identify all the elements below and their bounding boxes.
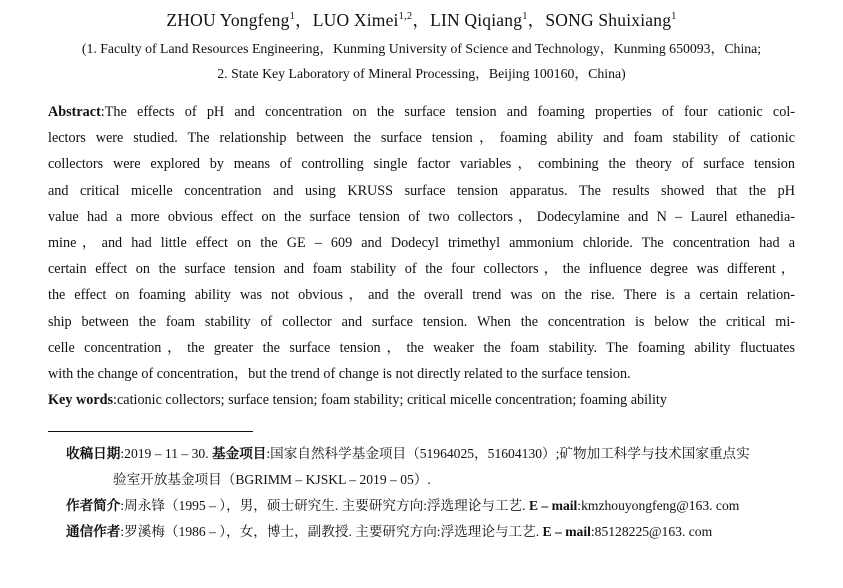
author-name: SONG Shuixiang$^1$ — [545, 10, 677, 30]
received-date-text: :2019 – 11 – 30. — [120, 446, 213, 462]
affiliations — [0, 36, 843, 86]
author-bio-label: 作者简介 — [66, 498, 121, 514]
affiliation-line-1: (1. Faculty of Land Resources Engineering，Kunming University of Science and Technology，Kunming 650093，China; — [81, 41, 762, 56]
abstract-line: lectors were studied. The relationship between the surface tension，foaming ability and foam stability of cationic — [48, 130, 795, 147]
abstract-line: and critical micelle concentration and using KRUSS surface tension apparatus. The results showed that the pH — [48, 182, 795, 199]
affiliation-line-2: 2. State Key Laboratory of Mineral Processing，Beijing 100160，China) — [217, 66, 626, 81]
corresponding-author-text: :罗溪梅（1986 – ），女，博士，副教授. 主要研究方向:浮选理论与工艺. — [120, 524, 543, 540]
author-separator: ， — [295, 10, 313, 30]
keywords-label: Key words — [48, 392, 114, 409]
fund-project-text: :国家自然科学基金项目（51964025，51604130）;矿物加工科学与技术国家重点实 — [266, 446, 750, 462]
author-name: ZHOU Yongfeng$^1$ — [166, 10, 296, 30]
footnotes — [66, 441, 795, 545]
abstract-label: Abstract — [48, 104, 101, 120]
corresponding-email: :85128225@163. com — [590, 524, 713, 540]
fund-project-label: 基金项目 — [212, 446, 267, 462]
keywords-colon: : — [113, 392, 117, 409]
author-name: LIN Qiqiang$^1$ — [430, 10, 528, 30]
received-date-label: 收稿日期 — [66, 446, 121, 462]
abstract-line: collectors were explored by means of controlling single factor variables，combining the theory of surface tension — [48, 156, 795, 173]
abstract-line: ship between the foam stability of collector and surface tension. When the concentration is below the critical mi- — [48, 313, 795, 330]
author-name: LUO Ximei$^{1,2}$ — [312, 10, 413, 30]
abstract-section — [48, 99, 795, 413]
abstract-line: Abstract:The effects of pH and concentration on the surface tension and foaming properties of four cationic col- — [48, 104, 795, 120]
keywords-text: cationic collectors; surface tension; foam stability; critical micelle concentration; foaming ability — [116, 392, 667, 409]
abstract-line: the effect on foaming ability was not obvious，and the overall trend was on the rise. There is a certain relation- — [48, 287, 795, 304]
corresponding-email-label: E – mail — [542, 524, 591, 540]
author-superscript: 1,2 — [398, 11, 413, 23]
author-superscript: 1 — [289, 11, 296, 23]
author-separator: ， — [412, 10, 431, 30]
author-superscript: 1 — [522, 11, 528, 23]
author-bio-text: :周永锋（1995 – ），男，硕士研究生. 主要研究方向:浮选理论与工艺. — [120, 498, 529, 514]
footnote-received-fund — [66, 441, 795, 467]
abstract-line: celle concentration，the greater the surface tension，the weaker the foam stability. The foaming ability fluctuates — [48, 339, 795, 356]
footnote-divider — [48, 431, 253, 432]
fund-project-continuation: 验室开放基金项目（BGRIMM – KJSKL – 2019 – 05）. — [113, 472, 431, 488]
author-separator: ， — [527, 10, 546, 30]
abstract-colon: : — [100, 104, 105, 120]
author-superscript: 1 — [671, 11, 677, 23]
author-bio-email: :kmzhouyongfeng@163. com — [577, 498, 740, 514]
footnote-corresponding-author — [66, 519, 795, 545]
abstract-line: mine，and had little effect on the GE – 609 and Dodecyl trimethyl ammonium chloride. The concentration had a — [48, 234, 795, 251]
corresponding-author-label: 通信作者 — [66, 524, 121, 540]
authors-line — [0, 0, 843, 33]
footnote-author-bio — [66, 493, 795, 519]
author-bio-email-label: E – mail — [528, 498, 578, 514]
keywords-line — [48, 387, 795, 413]
abstract-line: value had a more obvious effect on the surface tension of two collectors，Dodecylamine and N – Laurel ethanedia- — [48, 208, 795, 225]
abstract-line: with the change of concentration，but the trend of change is not directly related to the surface tension. — [48, 365, 631, 382]
abstract-line: certain effect on the surface tension and foam stability of the four collectors，the influence degree was different， — [48, 261, 795, 278]
